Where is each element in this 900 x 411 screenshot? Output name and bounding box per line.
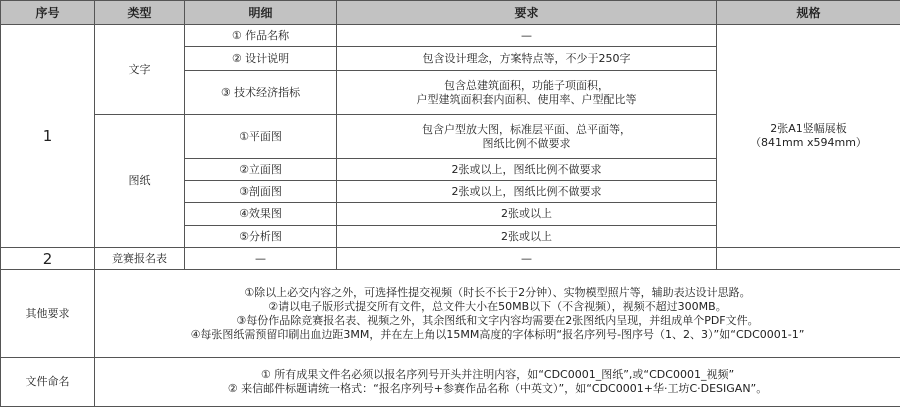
table-row — [1, 25, 900, 47]
detail-cell: ② 设计说明 — [185, 47, 337, 71]
requirement-cell — [337, 71, 717, 115]
type-cell-drawing: 图纸 — [95, 115, 185, 248]
other-requirements-label: 其他要求 — [1, 270, 95, 358]
detail-cell: ①平面图 — [185, 115, 337, 159]
seq-cell: 1 — [1, 25, 95, 248]
header-row — [1, 1, 900, 25]
requirement-cell: 2张或以上，图纸比例不做要求 — [337, 159, 717, 181]
header-spec: 规格 — [717, 1, 900, 25]
detail-cell: ④效果图 — [185, 203, 337, 226]
header-detail: 明细 — [185, 1, 337, 25]
header-type: 类型 — [95, 1, 185, 25]
seq-cell: 2 — [1, 248, 95, 270]
other-requirements-content — [95, 270, 900, 358]
requirement-cell: 2张或以上 — [337, 226, 717, 248]
requirement-cell: 2张或以上，图纸比例不做要求 — [337, 181, 717, 203]
naming-line: ② 来信邮件标题请统一格式：“报名序列号+参赛作品名称（中英文）”，如“CDC0001+华·工坊C·DESIGAN”。 — [227, 382, 768, 395]
detail-cell: ②立面图 — [185, 159, 337, 181]
file-naming-row — [1, 358, 900, 407]
type-cell-text: 文字 — [95, 25, 185, 115]
header-seq: 序号 — [1, 1, 95, 25]
requirement-cell — [337, 115, 717, 159]
header-requirement: 要求 — [337, 1, 717, 25]
spec-cell — [717, 25, 900, 248]
requirement-line: 包含总建筑面积，功能子项面积， — [444, 78, 609, 92]
requirement-line: ②请以电子版形式提交所有文件，总文件大小在50MB以下（不含视频），视频不超过300MB。 — [268, 299, 727, 313]
table-row — [1, 248, 900, 270]
requirement-cell: 包含设计理念，方案特点等，不少于250字 — [337, 47, 717, 71]
requirement-line: 包含户型放大图，标准层平面、总平面等， — [422, 122, 631, 136]
requirement-line: 图纸比例不做要求 — [482, 136, 571, 150]
spec-line: 2张A1竖幅展板 — [770, 122, 847, 135]
type-cell-form: 竞赛报名表 — [95, 248, 185, 270]
requirement-line: ①除以上必交内容之外，可选择性提交视频（时长不长于2分钟）、实物模型照片等，辅助表达设计思路。 — [244, 285, 751, 299]
file-naming-content — [95, 358, 900, 407]
detail-cell: — — [185, 248, 337, 270]
detail-cell: ③ 技术经济指标 — [185, 71, 337, 115]
requirement-cell: 2张或以上 — [337, 203, 717, 226]
detail-cell: ① 作品名称 — [185, 25, 337, 47]
requirement-line: ④每张图纸需预留印刷出血边距3MM，并在左上角以15MM高度的字体标明“报名序列号-图序号（1、2、3）”如“CDC0001-1” — [190, 327, 805, 341]
spec-cell — [717, 248, 900, 270]
requirement-line: 户型建筑面积套内面积、使用率、户型配比等 — [416, 92, 637, 106]
requirement-line: ③每份作品除竞赛报名表、视频之外，其余图纸和文字内容均需要在2张图纸内呈现，并组成单个PDF文件。 — [236, 313, 759, 327]
naming-line: ① 所有成果文件名必须以报名序列号开头并注明内容，如“CDC0001_图纸”,或“CDC0001_视频” — [260, 368, 735, 381]
detail-cell: ③剖面图 — [185, 181, 337, 203]
file-naming-label: 文件命名 — [1, 358, 95, 407]
requirement-cell: — — [337, 25, 717, 47]
requirement-cell: — — [337, 248, 717, 270]
other-requirements-row — [1, 270, 900, 358]
spec-line: （841mm x594mm） — [750, 136, 867, 149]
detail-cell: ⑤分析图 — [185, 226, 337, 248]
